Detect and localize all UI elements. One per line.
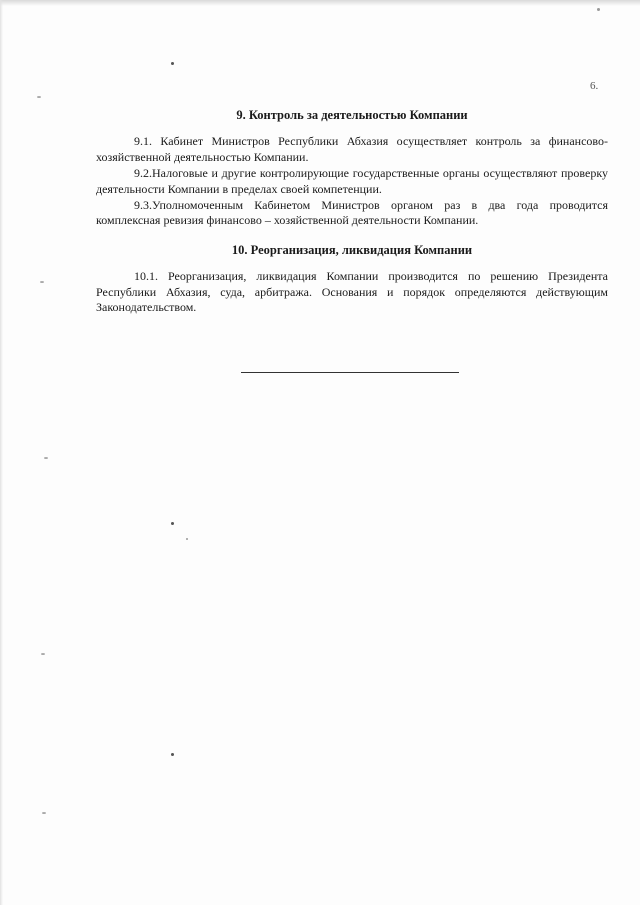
scan-edge-top [0, 0, 640, 6]
scan-speck [44, 457, 48, 459]
paragraph-10-1: 10.1. Реорганизация, ликвидация Компании производится по решению Президента Республики Абхазия, суда, арбитража. Основания и порядок определяются действующим Законодательством. [96, 269, 608, 315]
scan-speck [41, 653, 45, 655]
scan-speck [186, 538, 188, 540]
scan-speck [37, 96, 41, 98]
page-number: 6. [590, 80, 599, 92]
scan-speck [171, 522, 174, 525]
paragraph-9-3: 9.3.Уполномоченным Кабинетом Министров органом раз в два года проводится комплексная ревизия финансово – хозяйственной деятельности Компании. [96, 198, 608, 228]
paragraph-9-2: 9.2.Налоговые и другие контролирующие государственные органы осуществляют проверку деятельности Компании в пределах своей компетенции. [96, 166, 608, 196]
section-10-title: 10. Реорганизация, ликвидация Компании [231, 242, 473, 257]
document-body [96, 108, 608, 316]
scan-speck [42, 812, 46, 814]
scan-speck [171, 62, 174, 65]
end-divider-line [241, 372, 459, 373]
paragraph-9-1: 9.1. Кабинет Министров Республики Абхазия осуществляет контроль за финансово-хозяйственной деятельностью Компании. [96, 134, 608, 164]
section-9-title: 9. Контроль за деятельностью Компании [236, 108, 468, 122]
scan-speck [40, 281, 44, 283]
scan-speck [597, 8, 600, 11]
scan-edge-left [0, 0, 3, 905]
scan-speck [171, 753, 174, 756]
